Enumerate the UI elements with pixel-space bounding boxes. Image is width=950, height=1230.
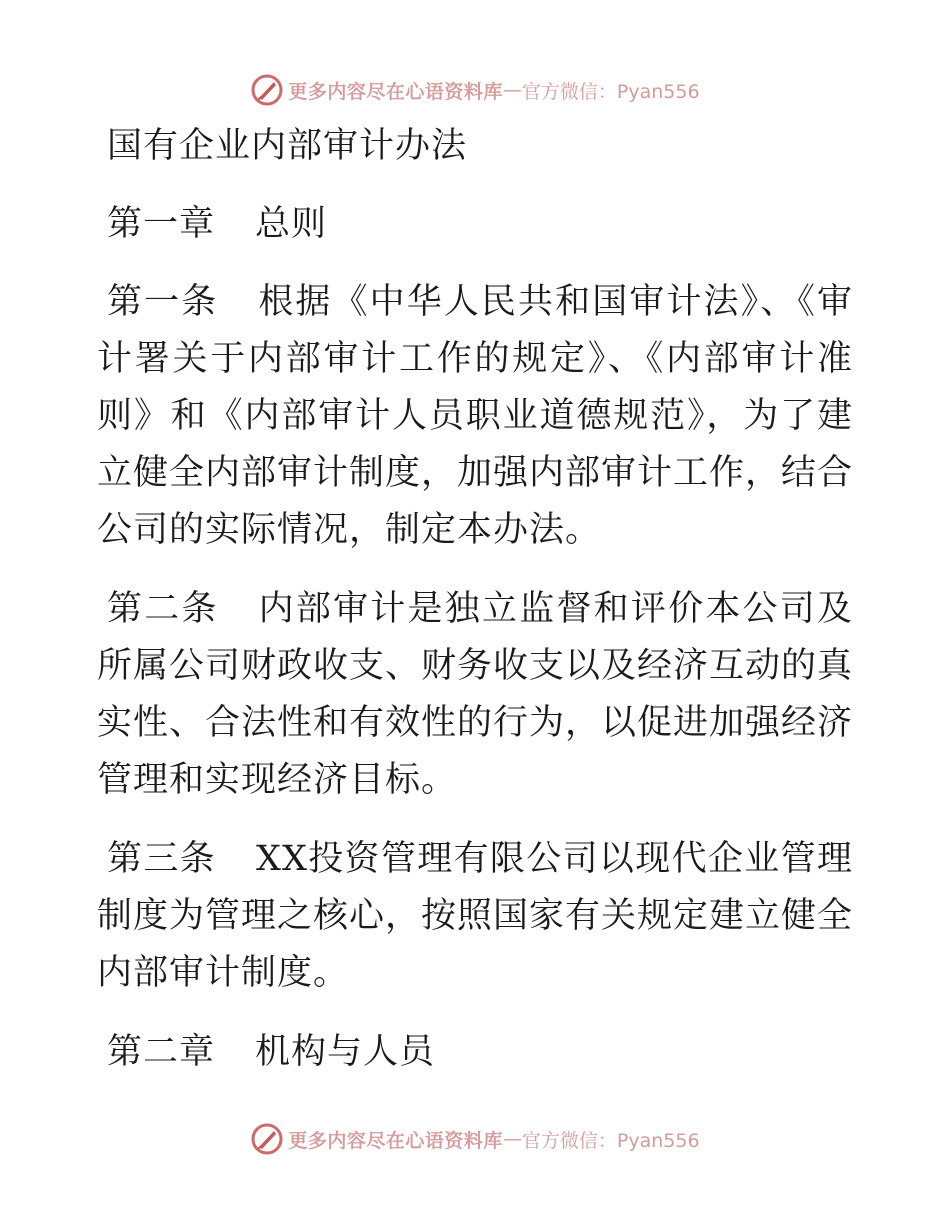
document-title: 国有企业内部审计办法 (107, 126, 468, 166)
header-watermark-banner (0, 68, 950, 112)
watermark-brand-text: 更多内容尽在心语资料库 (288, 80, 503, 103)
article-number: 第一条 (107, 282, 219, 322)
chapter-heading-2 (97, 1024, 853, 1080)
article-text: 根据《中华人民共和国审计法》、《审计署关于内部审计工作的规定》、《内部审计准则》和《内部审计人员职业道德规范》，为了建立健全内部审计制度，加强内部审计工作，结合公司的实际情况，制定本办法。 (97, 282, 854, 550)
watermark-separator: — (502, 1128, 522, 1150)
watermark-contact-text: 官方微信：Pyan556 (521, 80, 700, 103)
chapter-heading-1 (97, 196, 853, 252)
footer-watermark-banner (0, 1117, 950, 1161)
watermark-contact-text: 官方微信：Pyan556 (521, 1129, 700, 1152)
chapter-number: 第一章 (107, 204, 216, 244)
watermark-brand-text: 更多内容尽在心语资料库 (288, 1129, 503, 1152)
chapter-title: 机构与人员 (255, 1032, 436, 1072)
article-text: 内部审计是独立监督和评价本公司及所属公司财政收支、财务收支以及经济互动的真实性、合法性和有效性的行为，以促进加强经济管理和实现经济目标。 (97, 589, 854, 800)
article-paragraph (97, 581, 853, 809)
article-number: 第二条 (107, 589, 219, 629)
article-number: 第三条 (107, 839, 217, 879)
article-paragraph (97, 274, 853, 559)
watermark-separator: — (502, 79, 522, 101)
quill-logo-icon (250, 1122, 284, 1156)
article-paragraph (97, 831, 853, 1002)
article-text: XX投资管理有限公司以现代企业管理制度为管理之核心，按照国家有关规定建立健全内部审计制度。 (97, 839, 854, 993)
quill-logo-icon (250, 73, 284, 107)
chapter-title: 总则 (255, 204, 328, 244)
chapter-number: 第二章 (107, 1032, 216, 1072)
document-content (97, 118, 853, 1102)
